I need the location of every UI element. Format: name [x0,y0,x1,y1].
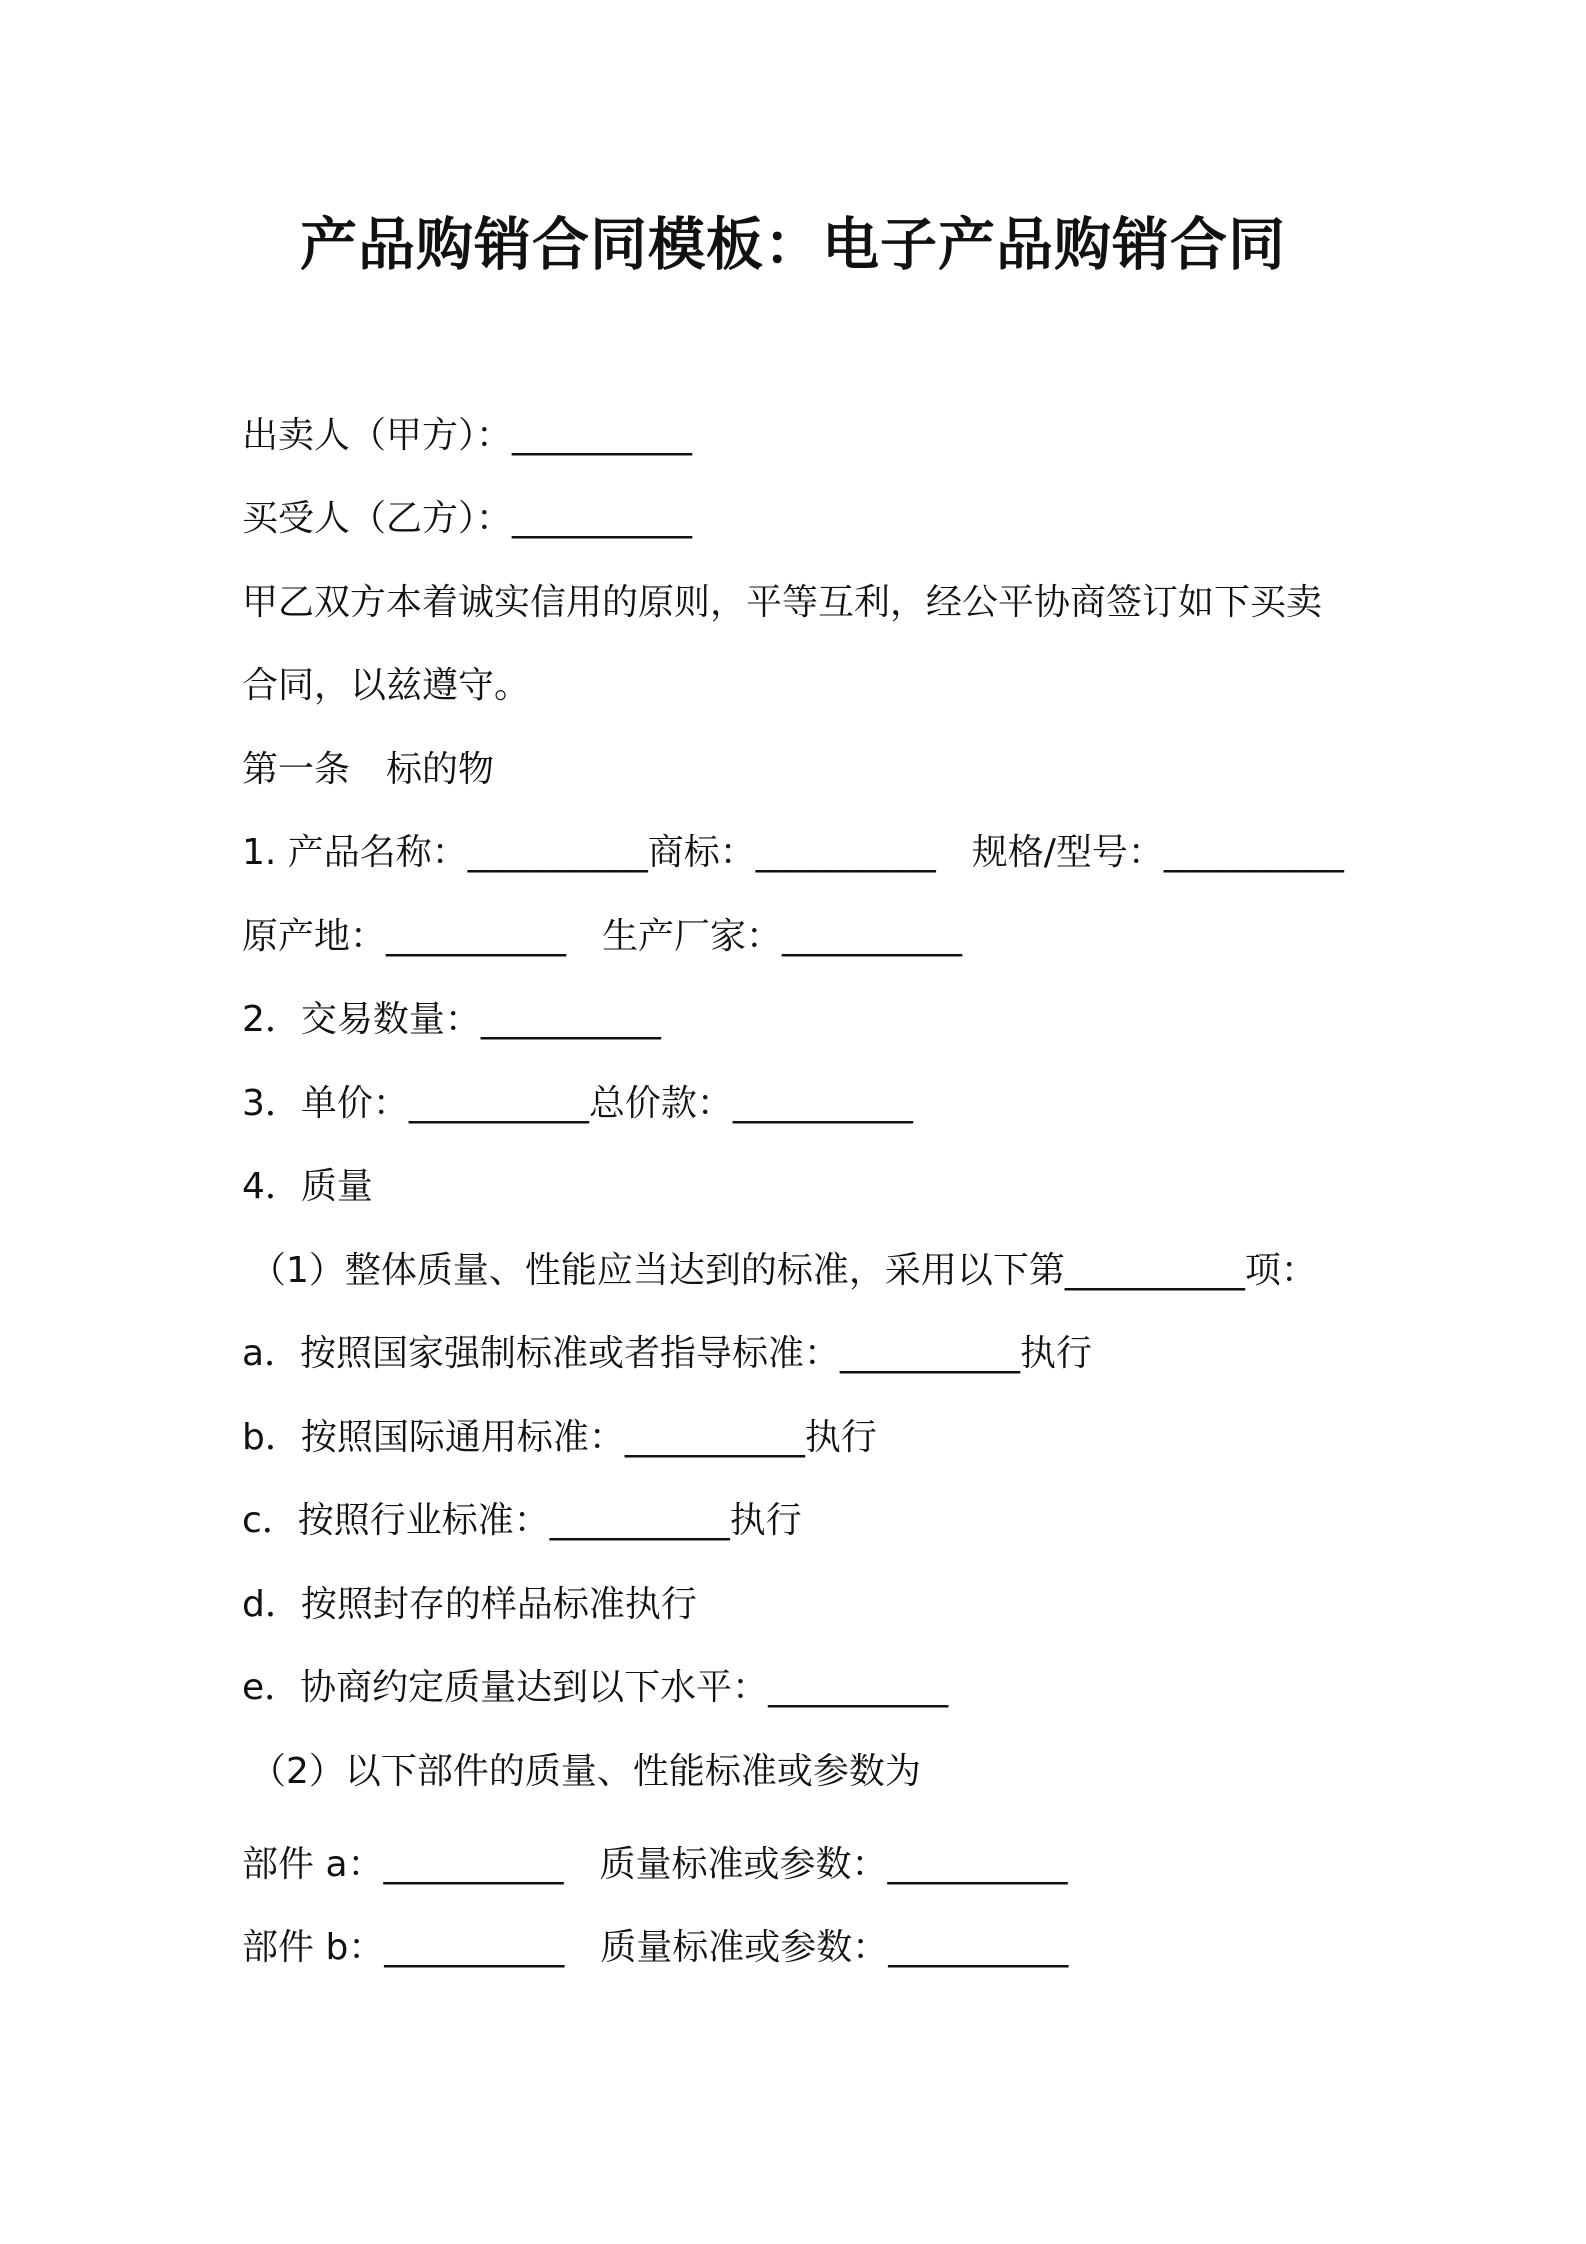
quality-option-e: e．协商约定质量达到以下水平：__________ [242,1667,949,1708]
article-one-heading: 第一条 标的物 [242,749,495,790]
quality-clause-2: （2）以下部件的质量、性能标准或参数为 [250,1751,921,1792]
product-name-line: 1. 产品名称：__________商标：__________ 规格/型号：__________ [242,832,1344,873]
component-a-line: 部件 a：__________ 质量标准或参数：__________ [242,1844,1068,1885]
quantity-line: 2．交易数量：__________ [242,999,661,1040]
quality-option-b: b．按照国际通用标准：__________执行 [242,1417,877,1458]
origin-manufacturer-line: 原产地：__________ 生产厂家：__________ [242,916,963,957]
seller-line: 出卖人（甲方）：__________ [242,415,693,456]
quality-option-d: d．按照封存的样品标准执行 [242,1584,697,1625]
price-line: 3．单价：__________总价款：__________ [242,1083,913,1124]
preamble-line-2: 合同，以兹遵守。 [242,665,531,706]
buyer-line: 买受人（乙方）：__________ [242,498,693,539]
quality-option-a: a．按照国家强制标准或者指导标准：__________执行 [242,1333,1093,1374]
quality-clause-1: （1）整体质量、性能应当达到的标准，采用以下第__________项： [250,1250,1317,1291]
quality-heading: 4．质量 [242,1166,373,1207]
component-b-line: 部件 b：__________ 质量标准或参数：__________ [242,1927,1069,1968]
document-title: 产品购销合同模板：电子产品购销合同 [300,212,1286,278]
quality-option-c: c．按照行业标准：__________执行 [242,1500,802,1541]
preamble-line-1: 甲乙双方本着诚实信用的原则，平等互利，经公平协商签订如下买卖 [242,582,1323,623]
